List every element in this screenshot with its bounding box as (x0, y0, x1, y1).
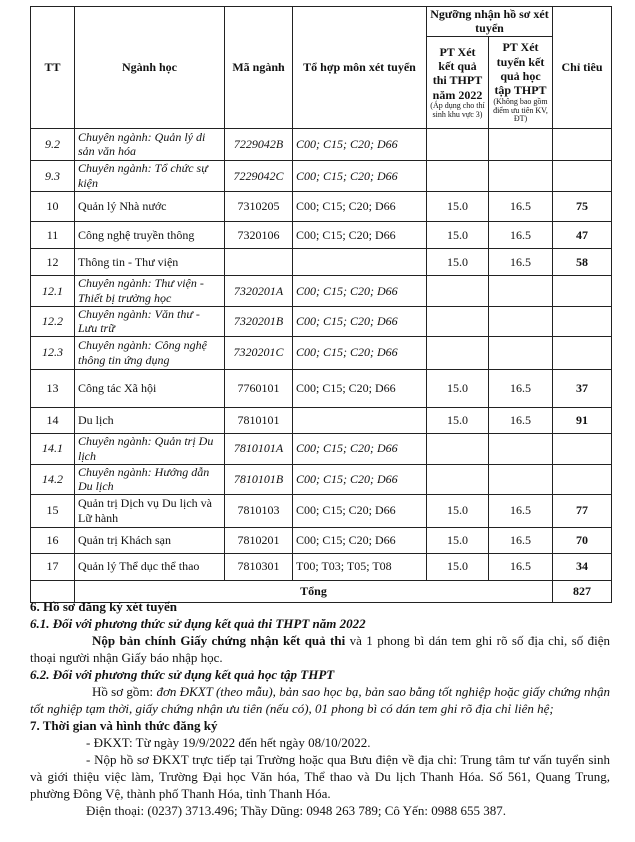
thpt-score (427, 275, 489, 306)
transcript-score (489, 275, 553, 306)
subject-combo: C00; C15; C20; D66 (293, 275, 427, 306)
thpt-score (427, 464, 489, 494)
transcript-score (489, 464, 553, 494)
major-code: 7320201A (225, 275, 293, 306)
row-number: 14.2 (31, 464, 75, 494)
thpt-score: 15.0 (427, 248, 489, 275)
transcript-score (489, 160, 553, 191)
section-6-title: 6. Hồ sơ đăng ký xét tuyển (30, 599, 177, 614)
table-body (31, 128, 612, 580)
section-6-2-lead: Hồ sơ gồm: (92, 684, 157, 699)
row-number: 14.1 (31, 433, 75, 464)
table-row (31, 275, 612, 306)
header-thpt-main: PT Xét kết quả thi THPT năm 2022 (432, 44, 483, 102)
quota (553, 433, 612, 464)
table-row (31, 527, 612, 553)
quota (553, 160, 612, 191)
thpt-score (427, 336, 489, 369)
transcript-score (489, 433, 553, 464)
major-name: Chuyên ngành: Công nghệ thông tin ứng dụng (75, 336, 225, 369)
transcript-score (489, 128, 553, 160)
major-name: Quản lý Nhà nước (75, 191, 225, 221)
row-number: 12.1 (31, 275, 75, 306)
transcript-score: 16.5 (489, 553, 553, 580)
row-number: 16 (31, 527, 75, 553)
row-number: 11 (31, 221, 75, 248)
subject-combo: C00; C15; C20; D66 (293, 306, 427, 336)
thpt-score: 15.0 (427, 494, 489, 527)
subject-combo: C00; C15; C20; D66 (293, 336, 427, 369)
total-value: 827 (553, 580, 612, 602)
quota: 91 (553, 407, 612, 433)
row-number: 12 (31, 248, 75, 275)
thpt-score (427, 433, 489, 464)
header-major: Ngành học (75, 7, 225, 129)
header-thpt-note: (Áp dụng cho thí sinh khu vực 3) (430, 101, 485, 120)
transcript-score (489, 306, 553, 336)
transcript-score: 16.5 (489, 407, 553, 433)
section-7-dates: - ĐKXT: Từ ngày 19/9/2022 đến hết ngày 08/10/2022. (86, 735, 371, 750)
section-7-title: 7. Thời gian và hình thức đăng ký (30, 718, 218, 733)
major-name: Chuyên ngành: Hướng dẫn Du lịch (75, 464, 225, 494)
row-number: 17 (31, 553, 75, 580)
subject-combo: C00; C15; C20; D66 (293, 160, 427, 191)
quota: 70 (553, 527, 612, 553)
table-row (31, 369, 612, 407)
section-7-address: - Nộp hồ sơ ĐKXT trực tiếp tại Trường hoặc qua Bưu điện về địa chỉ: Trung tâm tư vấn tuyển sinh và giới thiệu việc làm, Trường Đại học Văn hóa, Thể thao và Du lịch Thanh Hóa. Số 561, Quang Trung, phường Đông Vệ, thành phố Thanh Hóa, tỉnh Thanh Hóa. (30, 752, 610, 801)
header-hb-note: (Không bao gồm điểm ưu tiên KV, ĐT) (493, 96, 548, 124)
major-code: 7810101 (225, 407, 293, 433)
document-text (30, 598, 610, 819)
major-name: Du lịch (75, 407, 225, 433)
row-number: 10 (31, 191, 75, 221)
header-combo: Tổ hợp môn xét tuyển (293, 7, 427, 129)
thpt-score: 15.0 (427, 369, 489, 407)
major-code: 7760101 (225, 369, 293, 407)
header-quota: Chỉ tiêu (553, 7, 612, 129)
major-code: 7229042C (225, 160, 293, 191)
table-row (31, 248, 612, 275)
transcript-score: 16.5 (489, 191, 553, 221)
subject-combo: C00; C15; C20; D66 (293, 464, 427, 494)
quota: 47 (553, 221, 612, 248)
quota (553, 336, 612, 369)
subject-combo: C00; C15; C20; D66 (293, 221, 427, 248)
transcript-score: 16.5 (489, 527, 553, 553)
subject-combo: C00; C15; C20; D66 (293, 191, 427, 221)
table-row (31, 464, 612, 494)
major-name: Chuyên ngành: Quản lý di sản văn hóa (75, 128, 225, 160)
major-name: Quản trị Dịch vụ Du lịch và Lữ hành (75, 494, 225, 527)
table-row (31, 336, 612, 369)
quota (553, 464, 612, 494)
section-7-phone: Điện thoại: (0237) 3713.496; Thầy Dũng: 0948 263 789; Cô Yến: 0988 655 387. (86, 803, 506, 818)
section-6-1-rest: và 1 phong bì dán tem ghi rõ số địa chỉ, số điện thoại người nhận Giấy báo nhập học. (30, 633, 610, 665)
section-6-2-body (30, 683, 610, 717)
section-6-1-bold: Nộp bản chính Giấy chứng nhận kết quả thi (92, 633, 346, 648)
table-row (31, 553, 612, 580)
header-hb (489, 36, 553, 128)
quota (553, 275, 612, 306)
quota: 77 (553, 494, 612, 527)
row-number: 9.3 (31, 160, 75, 191)
table-row (31, 433, 612, 464)
row-number: 9.2 (31, 128, 75, 160)
row-number: 13 (31, 369, 75, 407)
thpt-score (427, 128, 489, 160)
transcript-score: 16.5 (489, 248, 553, 275)
major-code: 7810301 (225, 553, 293, 580)
quota: 58 (553, 248, 612, 275)
quota: 37 (553, 369, 612, 407)
table-row (31, 306, 612, 336)
row-number: 15 (31, 494, 75, 527)
section-6-1-body (30, 632, 610, 666)
major-code: 7810201 (225, 527, 293, 553)
major-code (225, 248, 293, 275)
subject-combo (293, 248, 427, 275)
quota: 34 (553, 553, 612, 580)
major-code: 7310205 (225, 191, 293, 221)
major-code: 7810103 (225, 494, 293, 527)
header-thpt (427, 36, 489, 128)
major-name: Công nghệ truyền thông (75, 221, 225, 248)
quota: 75 (553, 191, 612, 221)
major-code: 7810101B (225, 464, 293, 494)
table-row (31, 128, 612, 160)
major-name: Quản trị Khách sạn (75, 527, 225, 553)
quota (553, 128, 612, 160)
row-number: 14 (31, 407, 75, 433)
major-name: Chuyên ngành: Thư viện - Thiết bị trường học (75, 275, 225, 306)
major-name: Công tác Xã hội (75, 369, 225, 407)
major-name: Chuyên ngành: Quản trị Du lịch (75, 433, 225, 464)
major-name: Thông tin - Thư viện (75, 248, 225, 275)
transcript-score (489, 336, 553, 369)
thpt-score: 15.0 (427, 553, 489, 580)
major-code: 7320106 (225, 221, 293, 248)
section-6-2-title: 6.2. Đối với phương thức sử dụng kết quả học tập THPT (30, 667, 335, 682)
thpt-score: 15.0 (427, 407, 489, 433)
thpt-score: 15.0 (427, 221, 489, 248)
subject-combo: C00; C15; C20; D66 (293, 527, 427, 553)
subject-combo (293, 407, 427, 433)
quota (553, 306, 612, 336)
subject-combo: C00; C15; C20; D66 (293, 494, 427, 527)
total-label: Tổng (75, 580, 553, 602)
header-hb-main: PT Xét tuyển kết quả học tập THPT (494, 40, 547, 98)
thpt-score (427, 306, 489, 336)
major-name: Quản lý Thể dục thể thao (75, 553, 225, 580)
header-code: Mã ngành (225, 7, 293, 129)
section-6-2-list: đơn ĐKXT (theo mẫu), bản sao học bạ, bản sao bằng tốt nghiệp hoặc giấy chứng nhận tốt nghiệp tạm thời, giấy chứng nhận ưu tiên (nếu có), 01 phong bì có dán tem ghi rõ địa chỉ liên hệ; (30, 684, 611, 716)
major-code: 7320201C (225, 336, 293, 369)
thpt-score: 15.0 (427, 191, 489, 221)
row-number: 12.2 (31, 306, 75, 336)
table-row (31, 221, 612, 248)
major-name: Chuyên ngành: Văn thư - Lưu trữ (75, 306, 225, 336)
header-tt: TT (31, 7, 75, 129)
major-code: 7810101A (225, 433, 293, 464)
table-row (31, 494, 612, 527)
table-row (31, 160, 612, 191)
subject-combo: C00; C15; C20; D66 (293, 128, 427, 160)
subject-combo: C00; C15; C20; D66 (293, 369, 427, 407)
major-code: 7229042B (225, 128, 293, 160)
table-row (31, 407, 612, 433)
subject-combo: T00; T03; T05; T08 (293, 553, 427, 580)
transcript-score: 16.5 (489, 494, 553, 527)
table-row (31, 191, 612, 221)
row-number: 12.3 (31, 336, 75, 369)
subject-combo: C00; C15; C20; D66 (293, 433, 427, 464)
major-code: 7320201B (225, 306, 293, 336)
transcript-score: 16.5 (489, 221, 553, 248)
thpt-score: 15.0 (427, 527, 489, 553)
admission-table (30, 6, 612, 603)
major-name: Chuyên ngành: Tổ chức sự kiện (75, 160, 225, 191)
thpt-score (427, 160, 489, 191)
section-6-1-title: 6.1. Đối với phương thức sử dụng kết quả thi THPT năm 2022 (30, 616, 366, 631)
transcript-score: 16.5 (489, 369, 553, 407)
header-threshold: Ngưỡng nhận hồ sơ xét tuyển (427, 7, 553, 37)
